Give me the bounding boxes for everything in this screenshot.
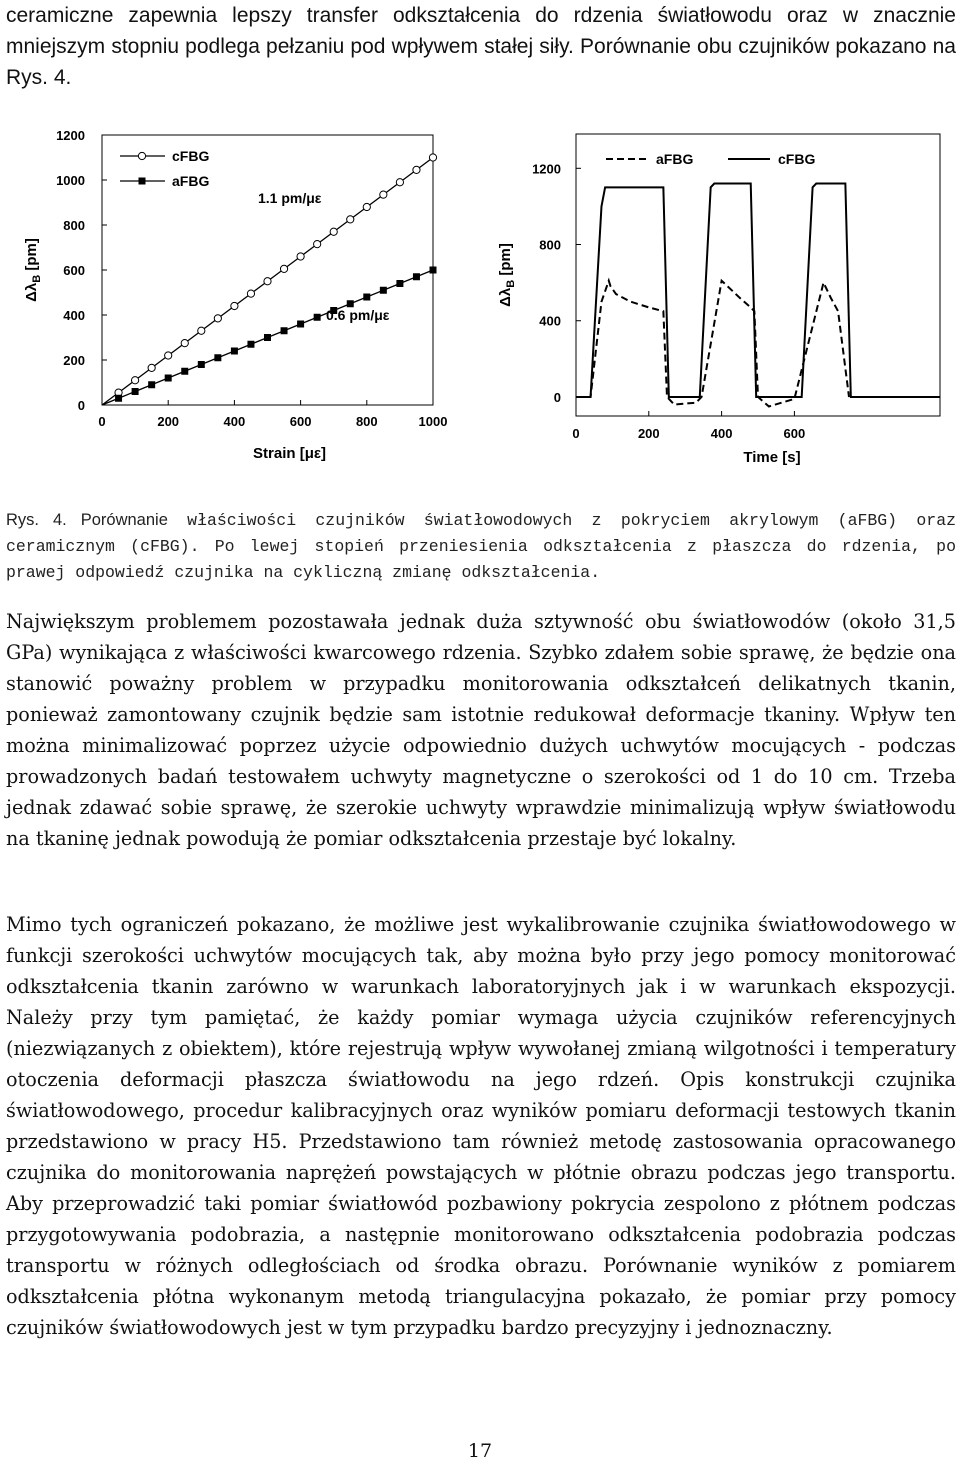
x-axis-label: Time [s] bbox=[743, 449, 801, 466]
data-point-aFBG bbox=[165, 375, 172, 382]
y-tick-label: 600 bbox=[63, 263, 85, 278]
y-axis-label: $\Delta\lambda_B$ [pm] bbox=[23, 238, 43, 302]
y-tick-label: 400 bbox=[63, 308, 85, 323]
x-tick-label: 600 bbox=[289, 414, 312, 429]
x-tick-label: 400 bbox=[223, 414, 246, 429]
data-point-cFBG bbox=[132, 377, 139, 384]
y-tick-label: 1200 bbox=[56, 128, 85, 143]
annotation-slope-cfbg: 1.1 pm/με bbox=[258, 190, 322, 206]
data-point-cFBG bbox=[330, 228, 337, 235]
data-point-cFBG bbox=[314, 241, 321, 248]
x-tick-label: 200 bbox=[157, 414, 180, 429]
data-point-cFBG bbox=[247, 290, 254, 297]
data-point-aFBG bbox=[132, 388, 139, 395]
y-tick-label: 400 bbox=[539, 313, 561, 329]
x-tick-label: 1000 bbox=[418, 414, 448, 429]
data-point-aFBG bbox=[148, 381, 155, 388]
data-point-aFBG bbox=[181, 368, 188, 375]
y-tick-label: 200 bbox=[63, 353, 85, 368]
x-tick-label: 800 bbox=[355, 414, 378, 429]
x-tick-label: 200 bbox=[637, 426, 660, 441]
data-point-cFBG bbox=[181, 340, 188, 347]
data-point-aFBG bbox=[247, 341, 254, 348]
y-tick-label: 800 bbox=[63, 218, 85, 233]
y-tick-label: 800 bbox=[539, 237, 561, 253]
chart-cyclic-response bbox=[497, 134, 940, 466]
chart-strain-transfer bbox=[23, 128, 447, 462]
data-point-aFBG bbox=[430, 267, 437, 274]
body-paragraph-1: Największym problemem pozostawała jednak duża sztywność obu światłowodów (około 31,5 GPa) wynikająca z właściwości kwarcowego rdzenia. Szybko zdałem sobie sprawę, że będzie ona stanowić poważny problem w przypadku monitorowania odkształceń delikatnych tkanin, ponieważ zamontowany czujnik będzie sam istotnie redukował deformacje tkaniny. Wpływ ten można minimalizować poprzez użycie odpowiednio dużych uchwytów mocujących - podczas prowadzonych badań testowałem uchwyty magnetyczne o szerokości od 1 do 10 cm. Trzeba jednak zdawać sobie sprawę, że szerokie uchwyty wprawdzie minimalizują wpływ światłowodu na tkaninę jednak powodują że pomiar odkształcenia przestaje być lokalny. bbox=[6, 610, 956, 850]
legend-label-aFBG: aFBG bbox=[172, 173, 210, 189]
data-point-cFBG bbox=[363, 203, 370, 210]
x-tick-label: 0 bbox=[98, 414, 106, 429]
data-point-aFBG bbox=[413, 273, 420, 280]
data-point-cFBG bbox=[380, 191, 387, 198]
data-point-aFBG bbox=[264, 334, 271, 341]
legend-marker-cFBG bbox=[138, 152, 145, 159]
data-point-cFBG bbox=[429, 154, 436, 161]
data-point-aFBG bbox=[363, 294, 370, 301]
legend-label-cFBG: cFBG bbox=[778, 151, 816, 167]
intro-paragraph: ceramiczne zapewnia lepszy transfer odkształcenia do rdzenia światłowodu oraz w znacznie mniejszym stopniu podlega pełzaniu pod wpływem stałej siły. Porównanie obu czujników pokazano na Rys. 4. bbox=[6, 4, 956, 89]
y-tick-label: 0 bbox=[77, 398, 85, 413]
caption-lead: Rys. 4. Porównanie bbox=[6, 511, 168, 529]
legend-label-cFBG: cFBG bbox=[172, 148, 210, 164]
data-point-cFBG bbox=[198, 327, 205, 334]
x-tick-label: 400 bbox=[710, 426, 733, 441]
data-point-cFBG bbox=[264, 278, 271, 285]
data-point-cFBG bbox=[413, 166, 420, 173]
legend-marker-aFBG bbox=[139, 178, 146, 185]
series-line-aFBG bbox=[576, 281, 849, 407]
data-point-aFBG bbox=[297, 321, 304, 328]
data-point-aFBG bbox=[396, 280, 403, 287]
data-point-cFBG bbox=[347, 216, 354, 223]
data-point-cFBG bbox=[396, 179, 403, 186]
y-tick-label: 1200 bbox=[532, 161, 561, 177]
data-point-cFBG bbox=[214, 315, 221, 322]
data-point-aFBG bbox=[380, 287, 387, 294]
caption-text: właściwości czujników światłowodowych z pokryciem akrylowym (aFBG) oraz ceramicznym (cFBG). Po lewej stopień przeniesienia odkształcenia z płaszcza do rdzenia, po prawej odpowiedź czujnika na cykliczną zmianę odkształcenia. bbox=[6, 511, 956, 582]
figure-4 bbox=[0, 118, 960, 478]
data-point-cFBG bbox=[297, 253, 304, 260]
x-tick-label: 0 bbox=[572, 426, 580, 441]
data-point-cFBG bbox=[148, 364, 155, 371]
data-point-aFBG bbox=[281, 327, 288, 334]
data-point-cFBG bbox=[165, 352, 172, 359]
y-tick-label: 1000 bbox=[56, 173, 85, 188]
data-point-cFBG bbox=[280, 265, 287, 272]
legend-label-aFBG: aFBG bbox=[656, 151, 694, 167]
data-point-aFBG bbox=[214, 354, 221, 361]
x-axis-label: Strain [με] bbox=[253, 445, 326, 462]
body-paragraph-2: Mimo tych ograniczeń pokazano, że możliwe jest wykalibrowanie czujnika światłowodowego w funkcji szerokości uchwytów mocujących tak, aby można było przy jego pomocy monitorować odkształcenia tkanin zarówno w warunkach laboratoryjnych jak i w warunkach ekspozycji. Należy przy tym pamiętać, że każdy pomiar wymaga użycia czujników referencyjnych (niezwiązanych z obiektem), które rejestrują wpływ wywołanej zmianą wilgotności i temperatury otoczenia deformacji płaszcza światłowodu na jego rdzeń. Opis konstrukcji czujnika światłowodowego, procedur kalibracyjnych oraz wyników pomiaru deformacji testowych tkanin przedstawiono w pracy H5. Przedstawiono tam również metodę zastosowania opracowanego czujnika do monitorowania naprężeń powstających w płótnie obrazu podczas jego transportu. Aby przeprowadzić taki pomiar światłowód pozbawiony pokrycia zespolono z płótnem podczas przygotowywania podobrazia, a następnie monitorowano odkształcenia podobrazia podczas transportu w różnych odległościach od środka obrazu. Porównanie wyników z pomiarem odkształcenia płótna wykonanym metodą triangulacyjna pokazało, że pomiar przy pomocy czujników światłowodowych jest w tym przypadku bardzo precyzyjny i jednoznaczny. bbox=[6, 913, 956, 1339]
x-tick-label: 600 bbox=[783, 426, 806, 441]
series-line-cFBG bbox=[576, 184, 940, 397]
data-point-cFBG bbox=[231, 302, 238, 309]
data-point-aFBG bbox=[198, 361, 205, 368]
y-axis-label: $\Delta\lambda_B$ [pm] bbox=[497, 243, 517, 307]
data-point-aFBG bbox=[231, 348, 238, 355]
annotation-slope-afbg: 0.6 pm/με bbox=[326, 307, 390, 323]
page-number: 17 bbox=[467, 1440, 493, 1462]
y-tick-label: 0 bbox=[553, 389, 561, 405]
data-point-aFBG bbox=[314, 314, 321, 321]
figure-caption bbox=[6, 507, 956, 586]
data-point-aFBG bbox=[115, 395, 122, 402]
